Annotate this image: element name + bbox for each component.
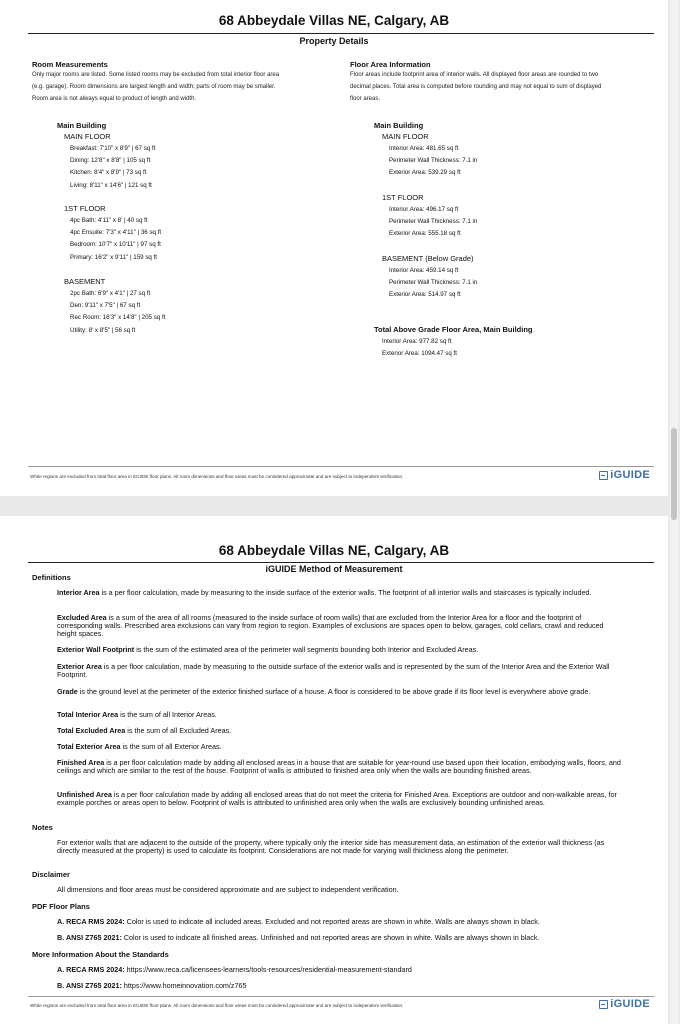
list-item: Dining: 12'8" x 8'8" | 105 sq ft [70,157,151,165]
notes-text: For exterior walls that are adjacent to the outside of the property, where typically only the interior side has measurement data, an estimation of the exterior wall thickness (as directly measured at the property) is used to calculate its footprint. Considerations are not made for varying wall thickness along the perimeter. [57,838,605,855]
definition-grade: Grade is the ground level at the perimeter of the exterior finished surface of a house. A floor is considered to be above grade if its floor level is everywhere above grade. [57,687,591,696]
list-item: Interior Area: 977.82 sq ft [382,338,452,345]
main-building-heading: Main Building [57,121,107,130]
definition-finished-area: Finished Area is a per floor calculation made by adding all enclosed areas in a house that are suitable for year-round use based upon their location, embodying walls, floors, and ceilings and which are similar to the rest of the house. Footprint of walls is attributed to finished area only when the walls are bounding finished areas. [57,758,621,775]
pdf-item-ansi: B. ANSI Z765 2021: Color is used to indicate all finished areas. Unfinished and not reported areas are shown in white. Walls are always shown in black. [57,933,540,942]
property-details-page [0,0,668,496]
method-of-measurement-page [0,516,668,1024]
room-floor-basement: BASEMENT [64,277,106,286]
list-item: 4pc Ensuite: 7'3" x 4'11" | 36 sq ft [70,229,162,237]
notes-heading: Notes [32,823,53,832]
definition-total-exterior-area: Total Exterior Area is the sum of all Exterior Areas. [57,742,222,751]
pdf-item-reca: A. RECA RMS 2024: Color is used to indicate all included areas. Excluded and not reported areas are shown in white. Walls are always shown in black. [57,917,540,926]
room-list-main [70,143,155,192]
list-item: Utility: 8' x 8'5" | 56 sq ft [70,326,136,334]
more-item-reca: A. RECA RMS 2024: https://www.reca.ca/licensees-learners/tools-resources/residential-measurement-standard [57,965,412,974]
footer-disclaimer: White regions are excluded from total floor area in iGUIDE floor plans. All room dimensions and floor areas must be considered approximate and are subject to independent verification. [30,474,404,479]
list-item: 4pc Bath: 4'11" x 8' | 40 sq ft [70,217,148,224]
disclaimer-heading: Disclaimer [32,870,70,879]
page-title: 68 Abbeydale Villas NE, Calgary, AB [218,13,450,28]
definition-unfinished-area: Unfinished Area is a per floor calculation made by adding all enclosed areas that do not meet the criteria for Finished Area. Exceptions are outdoor and non-walkable areas, for example porches or areas open to below. Footprint of walls is attributed to unfinished area only when the walls are exclusively bounding unfinished areas. [57,790,617,807]
room-measurements-note: Only major rooms are listed. Some listed rooms may be excluded from total interior floor area (e.g. garage). Room dimensions are largest length and width; parts of room may be smaller. Room area is not always equal to product of length and width. [32,72,280,102]
definition-excluded-area: Excluded Area is a sum of the area of all rooms (measured to the inside surface of room walls) that are excluded from the Interior Area for a floor and the footprint of corresponding walls. Prescribed area exclusions can vary from region to region. Examples of exclusions are spaces open to below, garages, cold cellars, crawl and reduced height spaces. [57,613,604,638]
list-item: Interior Area: 496.17 sq ft [389,206,459,213]
definition-total-excluded-area: Total Excluded Area is the sum of all Excluded Areas. [57,726,232,735]
total-above-grade-heading: Total Above Grade Floor Area, Main Building [374,325,533,334]
iguide-logo [599,998,650,1010]
list-item: Den: 9'11" x 7'5" | 67 sq ft [70,302,141,310]
area-floor-main: MAIN FLOOR [382,132,429,141]
iguide-logo-icon [599,471,608,480]
list-item: Exterior Area: 1094.47 sq ft [382,350,457,358]
title-divider [28,33,654,34]
list-item: Interior Area: 481.65 sq ft [389,145,459,152]
pdf-floor-plans-heading: PDF Floor Plans [32,902,90,911]
area-list-basement [389,265,477,302]
area-list-1st [389,204,477,241]
iguide-logo-text: iGUIDE [610,469,650,481]
floor-area-note: Floor areas include footprint area of interior walls. All displayed floor areas are rounded to two decimal places. Total area is computed before rounding and may not equal to sum of displayed floor areas. [350,72,602,102]
list-item: Exterior Area: 555.18 sq ft [389,230,461,238]
list-item: Bedroom: 10'7" x 10'11" | 97 sq ft [70,241,161,249]
room-list-1st [70,215,161,264]
footer-divider [28,996,654,997]
definition-interior-area: Interior Area is a per floor calculation, made by measuring to the inside surface of the exterior walls. The footprint of all interior walls and staircases is typically included. [57,588,592,597]
more-item-ansi: B. ANSI Z765 2021: https://www.homeinnovation.com/z765 [57,981,247,990]
room-floor-main: MAIN FLOOR [64,132,111,141]
footer-disclaimer: White regions are excluded from total floor area in iGUIDE floor plans. All room dimensions and floor areas must be considered approximate and are subject to independent verification. [30,1003,404,1008]
title-divider [28,562,654,563]
area-list-main [389,143,477,180]
iguide-logo [599,469,650,481]
page-subtitle: iGUIDE Method of Measurement [265,564,403,574]
definition-exterior-wall-footprint: Exterior Wall Footprint is the sum of the estimated area of the perimeter wall segments bounding both Interior and Excluded Areas. [57,645,479,654]
list-item: Breakfast: 7'10" x 8'9" | 67 sq ft [70,145,156,152]
disclaimer-text: All dimensions and floor areas must be considered approximate and are subject to independent verification. [57,885,399,894]
list-item: Interior Area: 459.14 sq ft [389,267,459,274]
list-item: Living: 8'11" x 14'6" | 121 sq ft [70,181,152,189]
room-floor-1st: 1ST FLOOR [64,204,106,213]
page-title: 68 Abbeydale Villas NE, Calgary, AB [218,543,450,558]
definition-exterior-area: Exterior Area is a per floor calculation, made by measuring to the outside surface of the exterior walls and is represented by the sum of the Interior Area and the Exterior Wall Footprint. [57,662,610,679]
iguide-logo-icon [599,1000,608,1009]
scrollbar-thumb[interactable] [671,428,677,520]
room-measurements-heading: Room Measurements [32,60,108,69]
list-item: Perimeter Wall Thickness: 7.1 in [389,157,478,165]
scrollbar[interactable] [670,0,678,1024]
room-list-basement [70,288,165,337]
footer-divider [28,466,654,467]
definition-total-interior-area: Total Interior Area is the sum of all Interior Areas. [57,710,217,719]
list-item: Perimeter Wall Thickness: 7.1 in [389,279,478,287]
list-item: Primary: 16'2" x 9'11" | 159 sq ft [70,253,158,261]
area-floor-basement: BASEMENT (Below Grade) [382,254,474,263]
list-item: Perimeter Wall Thickness: 7.1 in [389,218,478,226]
iguide-logo-text: iGUIDE [610,998,650,1010]
list-item: Kitchen: 8'4" x 8'9" | 73 sq ft [70,169,147,177]
floor-area-heading: Floor Area Information [350,60,431,69]
list-item: 2pc Bath: 6'9" x 4'1" | 27 sq ft [70,290,151,297]
area-floor-1st: 1ST FLOOR [382,193,424,202]
definitions-heading: Definitions [32,573,71,582]
floor-area-building-heading: Main Building [374,121,424,130]
page-subtitle: Property Details [299,36,369,46]
list-item: Exterior Area: 539.29 sq ft [389,169,461,177]
list-item: Rec Room: 16'3" x 14'8" | 205 sq ft [70,314,166,322]
more-information-heading: More Information About the Standards [32,950,169,959]
total-above-grade-list [382,336,457,360]
list-item: Exterior Area: 514.97 sq ft [389,291,461,299]
